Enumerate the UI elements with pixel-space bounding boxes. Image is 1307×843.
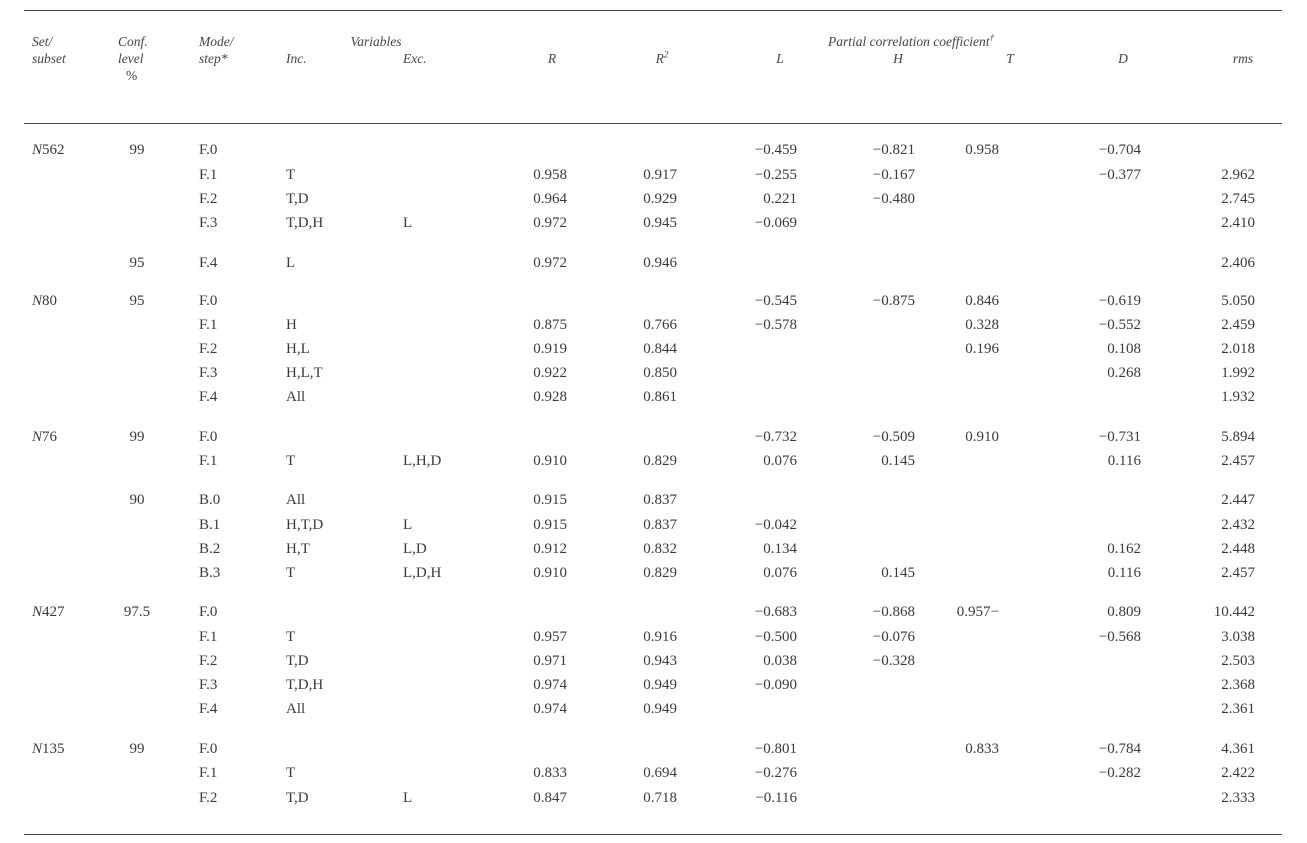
cell-conf: 99 (129, 741, 145, 757)
header-level: level (118, 51, 144, 66)
cell-step: F.2 (199, 341, 218, 357)
cell-set: N76 (32, 429, 58, 445)
cell-conf: 99 (129, 142, 145, 158)
cell-h: −0.821 (872, 142, 915, 158)
cell-r2: 0.766 (643, 317, 677, 333)
cell-inc: H,T,D (286, 517, 324, 533)
cell-r: 0.910 (533, 453, 567, 469)
cell-r2: 0.832 (643, 541, 677, 557)
header-set: Set/ (32, 34, 53, 49)
header-r: R (547, 51, 557, 66)
cell-h: 0.145 (881, 565, 915, 581)
cell-t: 0.957− (956, 604, 999, 620)
cell-rms: 2.459 (1221, 317, 1255, 333)
cell-set: N562 (32, 142, 65, 158)
cell-inc: T (286, 167, 296, 183)
cell-l: −0.255 (754, 167, 797, 183)
header-step: step* (199, 51, 228, 66)
cell-r: 0.974 (533, 701, 567, 717)
cell-step: F.1 (199, 167, 218, 183)
cell-h: −0.167 (872, 167, 915, 183)
cell-d: −0.731 (1098, 429, 1141, 445)
cell-r2: 0.829 (643, 453, 677, 469)
cell-rms: 4.361 (1221, 741, 1255, 757)
cell-rms: 1.932 (1221, 389, 1255, 405)
cell-d: −0.784 (1098, 741, 1141, 757)
header-t: T (1006, 51, 1014, 66)
cell-r: 0.847 (533, 790, 567, 806)
cell-r2: 0.850 (643, 365, 677, 381)
cell-step: F.3 (199, 365, 218, 381)
cell-r: 0.922 (533, 365, 567, 381)
cell-h: −0.076 (872, 629, 915, 645)
cell-step: F.1 (199, 453, 218, 469)
cell-r: 0.972 (533, 215, 567, 231)
cell-step: F.0 (199, 429, 218, 445)
cell-exc: L (403, 517, 413, 533)
cell-conf: 97.5 (123, 604, 151, 620)
cell-r: 0.912 (533, 541, 567, 557)
cell-step: F.2 (199, 653, 218, 669)
cell-r: 0.915 (533, 492, 567, 508)
cell-t: 0.846 (965, 293, 999, 309)
cell-r: 0.915 (533, 517, 567, 533)
cell-rms: 2.406 (1221, 255, 1255, 271)
cell-step: F.4 (199, 389, 218, 405)
cell-step: B.1 (199, 517, 221, 533)
cell-h: −0.868 (872, 604, 915, 620)
cell-r2: 0.949 (643, 701, 677, 717)
cell-r: 0.958 (533, 167, 567, 183)
cell-rms: 2.410 (1221, 215, 1255, 231)
cell-step: F.0 (199, 741, 218, 757)
cell-r: 0.919 (533, 341, 567, 357)
cell-d: −0.282 (1098, 765, 1141, 781)
cell-inc: L (286, 255, 296, 271)
cell-r: 0.972 (533, 255, 567, 271)
cell-r2: 0.861 (643, 389, 677, 405)
cell-r: 0.875 (533, 317, 567, 333)
cell-r2: 0.694 (643, 765, 677, 781)
cell-d: −0.704 (1098, 142, 1141, 158)
cell-r2: 0.837 (643, 492, 677, 508)
header-r2: $R^2$ (655, 49, 669, 66)
cell-h: −0.875 (872, 293, 915, 309)
cell-step: F.1 (199, 629, 218, 645)
cell-set: N135 (32, 741, 65, 757)
cell-step: F.0 (199, 293, 218, 309)
cell-r: 0.974 (533, 677, 567, 693)
cell-t: 0.833 (965, 741, 999, 757)
cell-d: 0.162 (1107, 541, 1141, 557)
cell-rms: 2.962 (1221, 167, 1255, 183)
cell-set: N427 (32, 604, 65, 620)
header-percent: % (126, 68, 138, 83)
cell-rms: 2.422 (1221, 765, 1255, 781)
cell-d: −0.619 (1098, 293, 1141, 309)
cell-step: F.4 (199, 255, 218, 271)
cell-r: 0.928 (533, 389, 567, 405)
cell-rms: 1.992 (1221, 365, 1255, 381)
cell-r: 0.957 (533, 629, 567, 645)
header-conf: Conf. (118, 34, 148, 49)
cell-inc: All (286, 701, 306, 717)
header-exc: Exc. (403, 51, 427, 66)
cell-rms: 2.368 (1221, 677, 1255, 693)
cell-rms: 3.038 (1221, 629, 1255, 645)
cell-exc: L (403, 215, 413, 231)
cell-r2: 0.844 (643, 341, 677, 357)
cell-inc: All (286, 389, 306, 405)
cell-h: −0.509 (872, 429, 915, 445)
cell-l: 0.076 (763, 565, 797, 581)
bottom-rule (24, 834, 1282, 835)
header-subset: subset (32, 51, 66, 66)
cell-inc: T (286, 453, 296, 469)
cell-conf: 99 (129, 429, 145, 445)
cell-l: 0.038 (763, 653, 797, 669)
cell-l: −0.069 (754, 215, 797, 231)
cell-h: 0.145 (881, 453, 915, 469)
cell-r2: 0.929 (643, 191, 677, 207)
cell-r2: 0.916 (643, 629, 677, 645)
cell-rms: 5.894 (1221, 429, 1255, 445)
cell-inc: All (286, 492, 306, 508)
cell-d: 0.116 (1107, 565, 1141, 581)
cell-l: −0.545 (754, 293, 797, 309)
cell-inc: T (286, 629, 296, 645)
cell-r: 0.964 (533, 191, 567, 207)
cell-l: −0.578 (754, 317, 797, 333)
cell-l: 0.221 (763, 191, 797, 207)
cell-rms: 5.050 (1221, 293, 1255, 309)
cell-r2: 0.718 (643, 790, 677, 806)
cell-rms: 2.432 (1221, 517, 1255, 533)
cell-inc: T (286, 765, 296, 781)
cell-inc: T,D (286, 653, 309, 669)
cell-exc: L (403, 790, 413, 806)
cell-rms: 10.442 (1213, 604, 1255, 620)
cell-exc: L,D (403, 541, 427, 557)
cell-r2: 0.917 (643, 167, 677, 183)
cell-rms: 2.448 (1221, 541, 1255, 557)
cell-d: 0.108 (1107, 341, 1141, 357)
cell-inc: T,D (286, 191, 309, 207)
cell-d: 0.116 (1107, 453, 1141, 469)
cell-inc: T,D,H (286, 677, 324, 693)
cell-inc: T,D (286, 790, 309, 806)
cell-r: 0.971 (533, 653, 567, 669)
cell-inc: H,L (286, 341, 310, 357)
cell-r2: 0.943 (643, 653, 677, 669)
cell-r2: 0.949 (643, 677, 677, 693)
cell-h: −0.480 (872, 191, 915, 207)
top-rule (24, 10, 1282, 11)
cell-rms: 2.745 (1221, 191, 1255, 207)
cell-l: −0.801 (754, 741, 797, 757)
cell-l: −0.459 (754, 142, 797, 158)
cell-step: F.1 (199, 765, 218, 781)
cell-d: 0.809 (1107, 604, 1141, 620)
cell-t: 0.196 (965, 341, 999, 357)
cell-step: B.0 (199, 492, 221, 508)
cell-rms: 2.361 (1221, 701, 1255, 717)
cell-r: 0.910 (533, 565, 567, 581)
cell-t: 0.958 (965, 142, 999, 158)
header-d: D (1118, 51, 1128, 66)
cell-rms: 2.457 (1221, 453, 1255, 469)
cell-inc: H (286, 317, 297, 333)
cell-d: −0.568 (1098, 629, 1141, 645)
cell-step: F.3 (199, 677, 218, 693)
cell-l: 0.134 (763, 541, 797, 557)
cell-d: −0.552 (1098, 317, 1141, 333)
cell-step: B.3 (199, 565, 221, 581)
header-rms: rms (1232, 51, 1254, 66)
cell-step: F.0 (199, 142, 218, 158)
cell-l: 0.076 (763, 453, 797, 469)
cell-d: 0.268 (1107, 365, 1141, 381)
cell-l: −0.276 (754, 765, 797, 781)
cell-rms: 2.333 (1221, 790, 1255, 806)
header-variables: Variables (350, 34, 402, 49)
cell-r2: 0.946 (643, 255, 677, 271)
cell-inc: H,T (286, 541, 310, 557)
cell-rms: 2.503 (1221, 653, 1255, 669)
cell-h: −0.328 (872, 653, 915, 669)
cell-l: −0.683 (754, 604, 797, 620)
cell-r2: 0.829 (643, 565, 677, 581)
cell-l: −0.500 (754, 629, 797, 645)
cell-rms: 2.447 (1221, 492, 1255, 508)
cell-l: −0.042 (754, 517, 797, 533)
cell-l: −0.732 (754, 429, 797, 445)
cell-r2: 0.945 (643, 215, 677, 231)
cell-exc: L,D,H (403, 565, 442, 581)
cell-rms: 2.457 (1221, 565, 1255, 581)
header-inc: Inc. (286, 51, 307, 66)
cell-l: −0.116 (755, 790, 797, 806)
cell-step: F.0 (199, 604, 218, 620)
cell-conf: 95 (129, 255, 145, 271)
cell-step: F.2 (199, 790, 218, 806)
cell-conf: 90 (129, 492, 145, 508)
cell-step: F.4 (199, 701, 218, 717)
cell-inc: H,L,T (286, 365, 323, 381)
cell-set: N80 (32, 293, 58, 309)
header-partial-correlation: Partial correlation coefficient† (828, 32, 994, 49)
cell-inc: T (286, 565, 296, 581)
cell-step: B.2 (199, 541, 221, 557)
cell-step: F.1 (199, 317, 218, 333)
cell-r2: 0.837 (643, 517, 677, 533)
header-rule (24, 123, 1282, 124)
cell-r: 0.833 (533, 765, 567, 781)
cell-t: 0.328 (965, 317, 999, 333)
cell-l: −0.090 (754, 677, 797, 693)
cell-conf: 95 (129, 293, 145, 309)
cell-rms: 2.018 (1221, 341, 1255, 357)
cell-step: F.2 (199, 191, 218, 207)
cell-d: −0.377 (1098, 167, 1141, 183)
cell-t: 0.910 (965, 429, 999, 445)
cell-step: F.3 (199, 215, 218, 231)
cell-exc: L,H,D (403, 453, 442, 469)
header-h: H (893, 51, 903, 66)
header-mode: Mode/ (199, 34, 234, 49)
cell-inc: T,D,H (286, 215, 324, 231)
header-l: L (776, 51, 784, 66)
